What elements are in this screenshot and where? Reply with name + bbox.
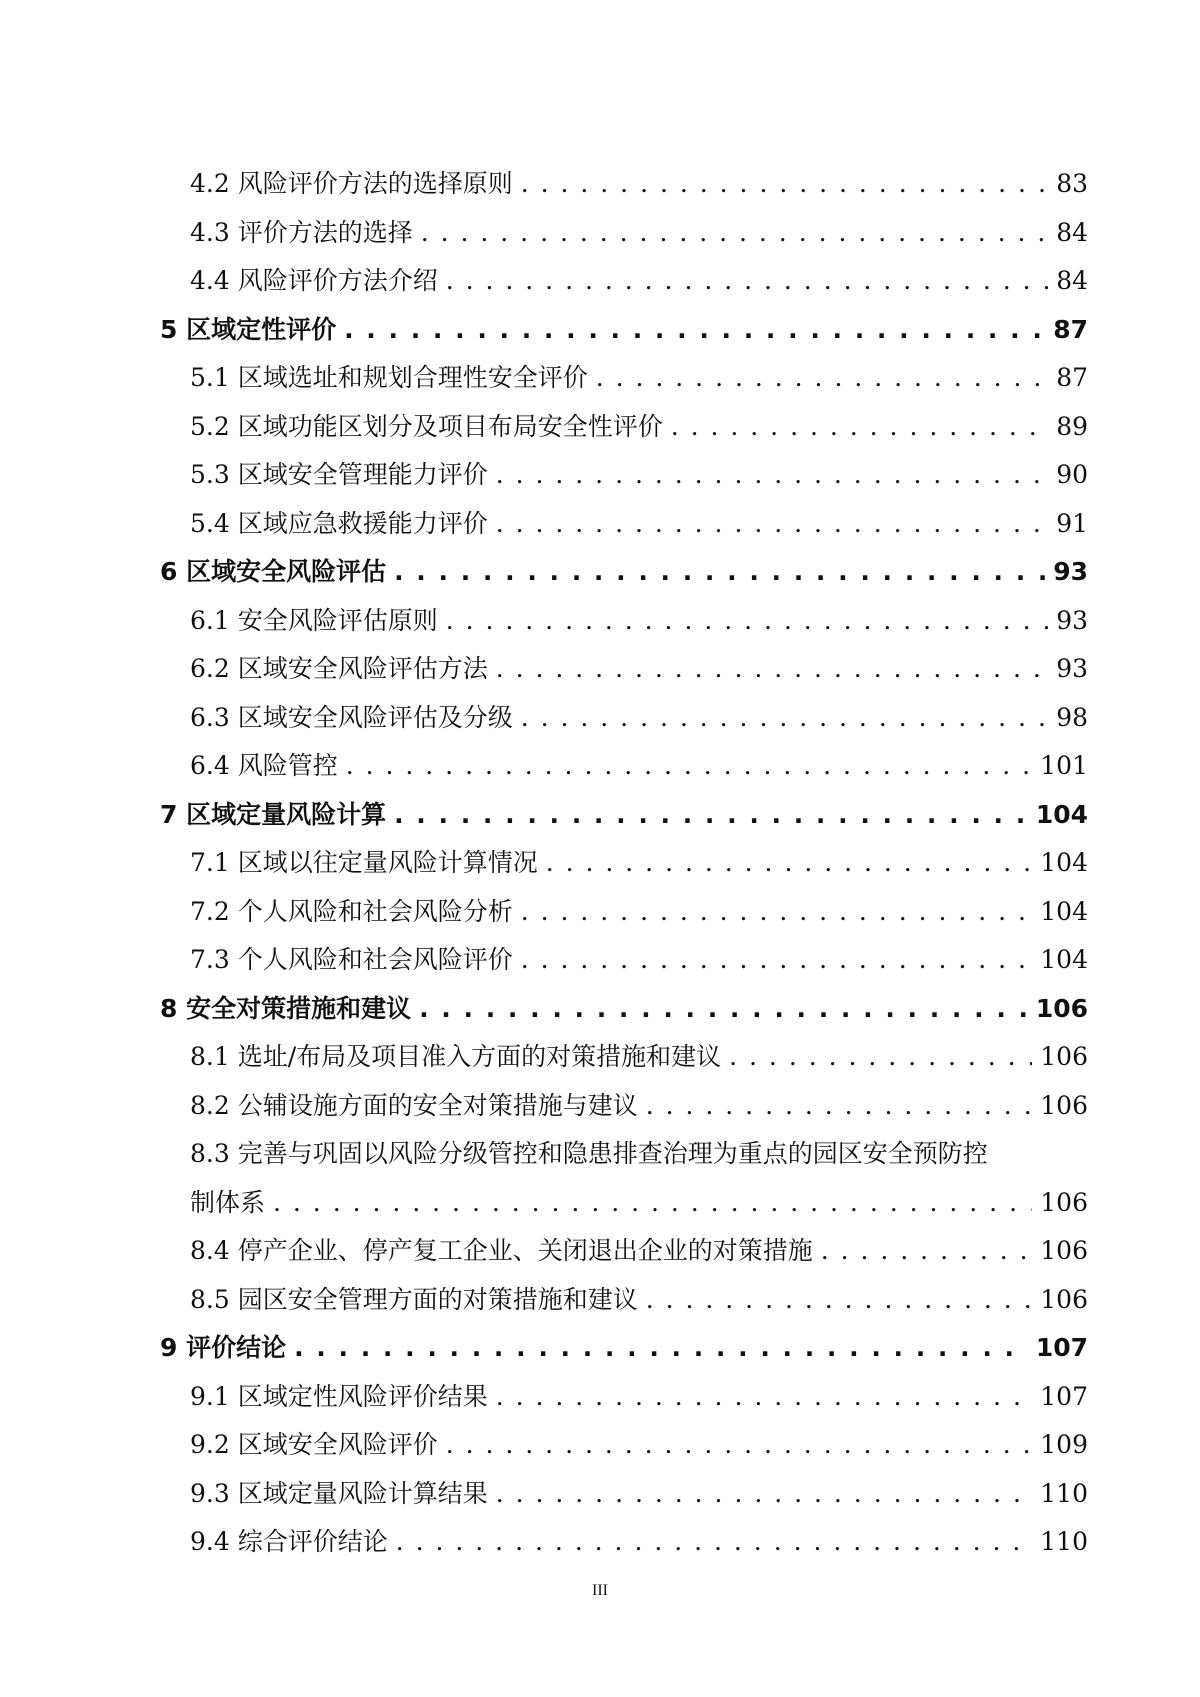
toc-leader-dots (496, 645, 1048, 694)
toc-leader-dots (294, 1324, 1028, 1373)
toc-leader-dots (646, 1082, 1033, 1131)
toc-entry[interactable] (160, 354, 1088, 403)
toc-entry[interactable] (160, 1324, 1088, 1373)
toc-leader-dots (521, 694, 1048, 743)
toc-entry-page: 90 (1056, 460, 1088, 489)
toc-entry-title: 8 安全对策措施和建议 (160, 993, 412, 1023)
toc-entry-title: 制体系 (190, 1187, 266, 1217)
toc-entry-title: 4.2 风险评价方法的选择原则 (190, 169, 513, 198)
toc-entry-page: 109 (1040, 1430, 1088, 1459)
toc-leader-dots (394, 791, 1028, 840)
toc-entry[interactable] (160, 791, 1088, 840)
toc-entry[interactable] (160, 597, 1088, 646)
toc-entry-page: 83 (1056, 169, 1088, 198)
toc-entry[interactable] (160, 209, 1088, 258)
toc-entry-title: 9.1 区域定性风险评价结果 (190, 1381, 488, 1411)
toc-entry-title: 4.3 评价方法的选择 (190, 217, 413, 247)
toc-entry-page: 104 (1035, 799, 1088, 829)
toc-entry-title: 9.4 综合评价结论 (190, 1527, 388, 1556)
toc-entry-page: 89 (1056, 411, 1088, 441)
toc-entry-title: 7.1 区域以往定量风险计算情况 (190, 848, 538, 877)
toc-leader-dots (521, 888, 1033, 937)
toc-entry[interactable] (160, 403, 1088, 452)
toc-entry-page: 84 (1056, 217, 1088, 247)
toc-entry[interactable] (160, 1373, 1088, 1422)
toc-entry[interactable] (160, 451, 1088, 500)
toc-entry-title: 7.3 个人风险和社会风险评价 (190, 945, 513, 974)
toc-entry-page: 110 (1040, 1478, 1088, 1508)
page-number: III (592, 1582, 608, 1599)
toc-entry[interactable] (160, 500, 1088, 549)
toc-entry-title: 7 区域定量风险计算 (160, 799, 387, 829)
toc-entry[interactable] (160, 1082, 1088, 1131)
toc-entry-page: 84 (1056, 266, 1088, 295)
toc-entry-title: 8.3 完善与巩固以风险分级管控和隐患排查治理为重点的园区安全预防控 (190, 1139, 988, 1168)
toc-entry-page: 91 (1056, 508, 1088, 538)
toc-leader-dots (729, 1033, 1032, 1082)
toc-entry[interactable] (160, 645, 1088, 694)
toc-entry-wrapped-line2[interactable] (160, 1179, 1088, 1228)
toc-entry-page: 106 (1040, 1090, 1088, 1120)
toc-entry[interactable] (160, 888, 1088, 937)
toc-entry[interactable] (160, 160, 1088, 209)
toc-leader-dots (646, 1276, 1033, 1325)
toc-entry-page: 104 (1040, 945, 1088, 974)
toc-entry[interactable] (160, 1421, 1088, 1470)
toc-entry-page: 110 (1040, 1527, 1088, 1556)
toc-entry-title: 6.2 区域安全风险评估方法 (190, 654, 488, 683)
toc-leader-dots (496, 451, 1048, 500)
toc-leader-dots (446, 1421, 1033, 1470)
toc-leader-dots (521, 936, 1033, 985)
toc-entry[interactable] (160, 839, 1088, 888)
toc-entry-title: 5.3 区域安全管理能力评价 (190, 460, 488, 489)
toc-entry-title: 8.2 公辅设施方面的安全对策措施与建议 (190, 1090, 638, 1120)
toc-entry[interactable] (160, 548, 1088, 597)
toc-entry-page: 106 (1040, 1236, 1088, 1265)
toc-entry[interactable] (160, 306, 1088, 355)
toc-leader-dots (419, 985, 1028, 1034)
toc-entry-page: 93 (1053, 557, 1088, 586)
toc-leader-dots (521, 160, 1048, 209)
toc-entry[interactable] (160, 1227, 1088, 1276)
toc-entry[interactable] (160, 742, 1088, 791)
toc-entry-wrapped-line1[interactable] (160, 1130, 1088, 1179)
toc-entry[interactable] (160, 1470, 1088, 1519)
toc-entry[interactable] (160, 985, 1088, 1034)
toc-leader-dots (346, 742, 1033, 791)
toc-entry-title: 7.2 个人风险和社会风险分析 (190, 896, 513, 926)
toc-entry-page: 104 (1040, 848, 1088, 877)
toc-entry-page: 101 (1040, 751, 1088, 780)
toc-entry-title: 9.3 区域定量风险计算结果 (190, 1478, 488, 1508)
toc-leader-dots (546, 839, 1033, 888)
toc-entry-title: 6.1 安全风险评估原则 (190, 605, 438, 635)
toc-entry-title: 6 区域安全风险评估 (160, 557, 387, 586)
toc-entry-page: 93 (1056, 605, 1088, 635)
toc-entry-title: 5.2 区域功能区划分及项目布局安全性评价 (190, 411, 663, 441)
toc-entry-title: 6.3 区域安全风险评估及分级 (190, 702, 513, 732)
toc-entry-page: 106 (1040, 1187, 1088, 1217)
toc-entry-page: 87 (1056, 363, 1088, 392)
toc-entry-page: 104 (1040, 896, 1088, 926)
table-of-contents (160, 160, 1088, 1567)
toc-entry-page: 107 (1035, 1333, 1088, 1362)
toc-leader-dots (421, 209, 1048, 258)
toc-leader-dots (821, 1227, 1033, 1276)
toc-leader-dots (496, 500, 1048, 549)
toc-leader-dots (596, 354, 1048, 403)
toc-entry-title: 5.4 区域应急救援能力评价 (190, 508, 488, 538)
toc-entry-title: 8.5 园区安全管理方面的对策措施和建议 (190, 1284, 638, 1314)
toc-entry-page: 106 (1040, 1042, 1088, 1071)
toc-entry-title: 8.4 停产企业、停产复工企业、关闭退出企业的对策措施 (190, 1236, 813, 1265)
toc-entry-page: 87 (1053, 314, 1088, 344)
toc-entry-page: 106 (1035, 993, 1088, 1023)
toc-leader-dots (394, 548, 1045, 597)
toc-entry-title: 4.4 风险评价方法介绍 (190, 266, 438, 295)
toc-leader-dots (446, 257, 1048, 306)
toc-leader-dots (671, 403, 1048, 452)
toc-leader-dots (344, 306, 1045, 355)
toc-leader-dots (396, 1518, 1033, 1567)
toc-entry[interactable] (160, 257, 1088, 306)
toc-entry-title: 5 区域定性评价 (160, 314, 337, 344)
toc-entry-page: 107 (1040, 1381, 1088, 1411)
toc-entry-title: 9.2 区域安全风险评价 (190, 1430, 438, 1459)
toc-entry[interactable] (160, 1518, 1088, 1567)
toc-leader-dots (496, 1470, 1033, 1519)
toc-entry-page: 93 (1056, 654, 1088, 683)
toc-leader-dots (496, 1373, 1033, 1422)
toc-entry[interactable] (160, 936, 1088, 985)
toc-entry-page: 106 (1040, 1284, 1088, 1314)
toc-entry[interactable] (160, 1276, 1088, 1325)
toc-entry[interactable] (160, 694, 1088, 743)
toc-entry-title: 6.4 风险管控 (190, 751, 338, 780)
toc-leader-dots (446, 597, 1048, 646)
toc-leader-dots (273, 1179, 1032, 1228)
toc-entry-title: 8.1 选址/布局及项目准入方面的对策措施和建议 (190, 1042, 722, 1071)
toc-entry-title: 9 评价结论 (160, 1333, 287, 1362)
toc-entry-title: 5.1 区域选址和规划合理性安全评价 (190, 363, 588, 392)
toc-entry[interactable] (160, 1033, 1088, 1082)
toc-entry-page: 98 (1056, 702, 1088, 732)
